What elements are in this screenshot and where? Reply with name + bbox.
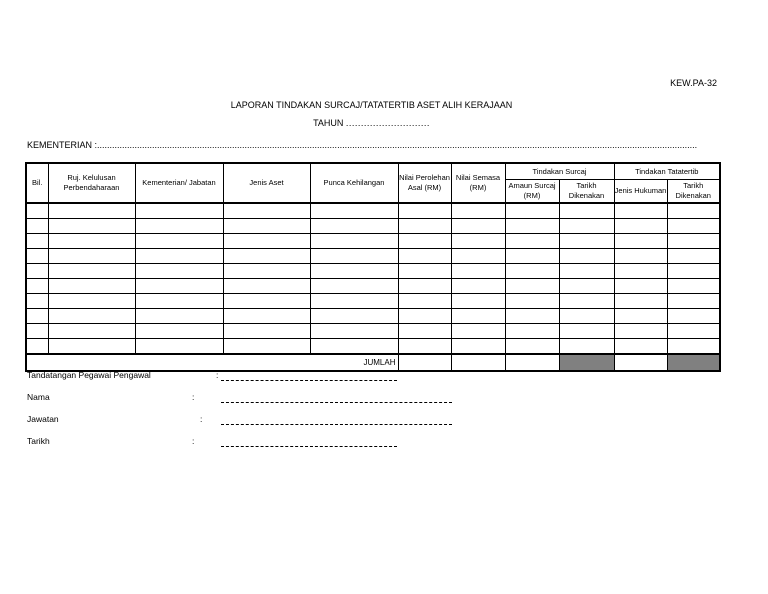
table-cell[interactable] [667, 324, 720, 339]
header-punca-kehilangan: Punca Kehilangan [310, 163, 398, 203]
table-cell[interactable] [559, 279, 614, 294]
header-tindakan-surcaj: Tindakan Surcaj [505, 163, 614, 180]
table-cell[interactable] [505, 219, 559, 234]
table-row [26, 309, 720, 324]
table-cell[interactable] [505, 294, 559, 309]
table-cell[interactable] [135, 219, 223, 234]
table-cell[interactable] [614, 279, 667, 294]
table-cell[interactable] [505, 203, 559, 219]
table-cell[interactable] [135, 264, 223, 279]
table-cell[interactable] [559, 264, 614, 279]
table-cell[interactable] [451, 249, 505, 264]
table-cell[interactable] [667, 234, 720, 249]
table-cell[interactable] [398, 234, 451, 249]
colon: : [192, 392, 195, 402]
table-cell[interactable] [26, 309, 48, 324]
table-cell[interactable] [667, 294, 720, 309]
table-cell[interactable] [398, 339, 451, 355]
table-cell[interactable] [451, 234, 505, 249]
total-label: JUMLAH [26, 354, 398, 371]
table-cell[interactable] [451, 339, 505, 355]
form-code: KEW.PA-32 [670, 78, 717, 88]
table-row [26, 294, 720, 309]
table-cell[interactable] [667, 249, 720, 264]
table-cell[interactable] [667, 279, 720, 294]
table-cell[interactable] [398, 309, 451, 324]
header-tarikh-dikenakan-surcaj: Tarikh Dikenakan [559, 180, 614, 204]
total-jenis-hukuman[interactable] [614, 354, 667, 371]
ministry-line [27, 140, 707, 150]
signature-label: Tandatangan Pegawai Pengawal [27, 370, 151, 380]
table-cell[interactable] [559, 203, 614, 219]
table-cell[interactable] [135, 294, 223, 309]
table-cell[interactable] [505, 279, 559, 294]
table-cell[interactable] [310, 249, 398, 264]
table-cell[interactable] [223, 219, 310, 234]
table-cell[interactable] [451, 264, 505, 279]
header-kementerian: Kementerian/ Jabatan [135, 163, 223, 203]
report-title: LAPORAN TINDAKAN SURCAJ/TATATERTIB ASET ALIH KERAJAAN [230, 100, 513, 110]
table-cell[interactable] [667, 309, 720, 324]
table-cell[interactable] [48, 294, 135, 309]
table-cell[interactable] [667, 264, 720, 279]
table-cell[interactable] [398, 219, 451, 234]
table-cell[interactable] [310, 203, 398, 219]
ministry-label: KEMENTERIAN : [27, 140, 98, 150]
table-cell[interactable] [48, 249, 135, 264]
nama-line[interactable] [221, 402, 452, 403]
table-cell[interactable] [667, 339, 720, 355]
table-cell[interactable] [559, 339, 614, 355]
total-amaun-surcaj[interactable] [505, 354, 559, 371]
table-cell[interactable] [451, 279, 505, 294]
table-cell[interactable] [614, 339, 667, 355]
table-cell[interactable] [223, 339, 310, 355]
table-cell[interactable] [48, 339, 135, 355]
table-cell[interactable] [451, 203, 505, 219]
table-cell[interactable] [310, 264, 398, 279]
table-cell[interactable] [48, 324, 135, 339]
table-cell[interactable] [48, 279, 135, 294]
table-cell[interactable] [310, 234, 398, 249]
ministry-dots[interactable]: ................................................................................................................................................................................................................................................ [97, 140, 698, 150]
table-cell[interactable] [398, 279, 451, 294]
table-cell[interactable] [505, 339, 559, 355]
table-cell[interactable] [223, 324, 310, 339]
table-cell[interactable] [48, 264, 135, 279]
table-cell[interactable] [223, 264, 310, 279]
table-cell[interactable] [26, 294, 48, 309]
table-cell[interactable] [614, 234, 667, 249]
table-cell[interactable] [667, 219, 720, 234]
table-cell[interactable] [26, 219, 48, 234]
nama-label: Nama [27, 392, 50, 402]
header-tarikh-dikenakan-tatatertib: Tarikh Dikenakan [667, 180, 720, 204]
table-cell[interactable] [135, 324, 223, 339]
table-row [26, 279, 720, 294]
table-cell[interactable] [48, 203, 135, 219]
table-cell[interactable] [223, 234, 310, 249]
table-cell[interactable] [310, 294, 398, 309]
header-bil: Bil. [26, 163, 48, 203]
table-cell[interactable] [135, 339, 223, 355]
table-cell[interactable] [614, 294, 667, 309]
total-row [26, 354, 720, 371]
table-cell[interactable] [135, 279, 223, 294]
table-cell[interactable] [559, 294, 614, 309]
jawatan-label: Jawatan [27, 414, 59, 424]
table-cell[interactable] [310, 339, 398, 355]
table-row [26, 264, 720, 279]
table-cell[interactable] [451, 309, 505, 324]
table-cell[interactable] [398, 203, 451, 219]
table-cell[interactable] [614, 324, 667, 339]
table-cell[interactable] [614, 309, 667, 324]
tarikh-label: Tarikh [27, 436, 50, 446]
table-row [26, 249, 720, 264]
table-cell[interactable] [26, 279, 48, 294]
table-cell[interactable] [48, 234, 135, 249]
table-cell[interactable] [26, 264, 48, 279]
table-cell[interactable] [26, 324, 48, 339]
colon: : [216, 370, 219, 380]
table-cell[interactable] [135, 234, 223, 249]
table-cell[interactable] [559, 324, 614, 339]
colon: : [192, 436, 195, 446]
table-cell[interactable] [48, 219, 135, 234]
year-dots[interactable]: ............................ [345, 118, 430, 128]
table-cell[interactable] [614, 203, 667, 219]
header-tindakan-tatatertib: Tindakan Tatatertib [614, 163, 720, 180]
table-cell[interactable] [398, 324, 451, 339]
table-cell[interactable] [559, 309, 614, 324]
table-cell[interactable] [310, 279, 398, 294]
table-cell[interactable] [559, 234, 614, 249]
header-ruj-kelulusan: Ruj. Kelulusan Perbendaharaan [48, 163, 135, 203]
total-nilai-semasa[interactable] [451, 354, 505, 371]
header-jenis-aset: Jenis Aset [223, 163, 310, 203]
table-cell[interactable] [667, 203, 720, 219]
table-cell[interactable] [614, 249, 667, 264]
table-row [26, 234, 720, 249]
table-cell[interactable] [223, 203, 310, 219]
table-cell[interactable] [505, 234, 559, 249]
year-line [0, 118, 743, 128]
table-cell[interactable] [223, 249, 310, 264]
table-cell[interactable] [505, 309, 559, 324]
header-nilai-semasa: Nilai Semasa (RM) [451, 163, 505, 203]
table-cell[interactable] [614, 219, 667, 234]
table-cell[interactable] [398, 294, 451, 309]
table-cell[interactable] [135, 249, 223, 264]
tarikh-line[interactable] [221, 446, 397, 447]
table-cell[interactable] [559, 249, 614, 264]
table-cell[interactable] [310, 219, 398, 234]
header-nilai-perolehan: Nilai Perolehan Asal (RM) [398, 163, 451, 203]
table-cell[interactable] [310, 324, 398, 339]
table-cell[interactable] [559, 219, 614, 234]
year-label: TAHUN [313, 118, 344, 128]
table-cell[interactable] [310, 309, 398, 324]
table-cell[interactable] [451, 294, 505, 309]
table-cell[interactable] [48, 309, 135, 324]
table-cell[interactable] [451, 219, 505, 234]
total-shaded-cell [667, 354, 720, 371]
header-jenis-hukuman: Jenis Hukuman [614, 180, 667, 204]
table-row [26, 219, 720, 234]
table-cell[interactable] [26, 249, 48, 264]
table-cell[interactable] [223, 294, 310, 309]
table-cell[interactable] [505, 249, 559, 264]
table-cell[interactable] [398, 249, 451, 264]
table-cell[interactable] [223, 309, 310, 324]
table-cell[interactable] [223, 279, 310, 294]
table-cell[interactable] [451, 324, 505, 339]
table-cell[interactable] [398, 264, 451, 279]
table-cell[interactable] [135, 203, 223, 219]
table-cell[interactable] [505, 324, 559, 339]
table-cell[interactable] [614, 264, 667, 279]
table-cell[interactable] [135, 309, 223, 324]
jawatan-line[interactable] [221, 424, 452, 425]
signature-line[interactable] [221, 380, 397, 381]
colon: : [200, 414, 203, 424]
header-amaun-surcaj: Amaun Surcaj (RM) [505, 180, 559, 204]
table-row [26, 203, 720, 219]
table-cell[interactable] [505, 264, 559, 279]
report-table [25, 162, 721, 372]
total-shaded-cell [559, 354, 614, 371]
table-cell[interactable] [26, 203, 48, 219]
table-row [26, 339, 720, 355]
table-cell[interactable] [26, 234, 48, 249]
table-row [26, 324, 720, 339]
table-cell[interactable] [26, 339, 48, 355]
table-body [26, 203, 720, 354]
total-nilai-perolehan[interactable] [398, 354, 451, 371]
